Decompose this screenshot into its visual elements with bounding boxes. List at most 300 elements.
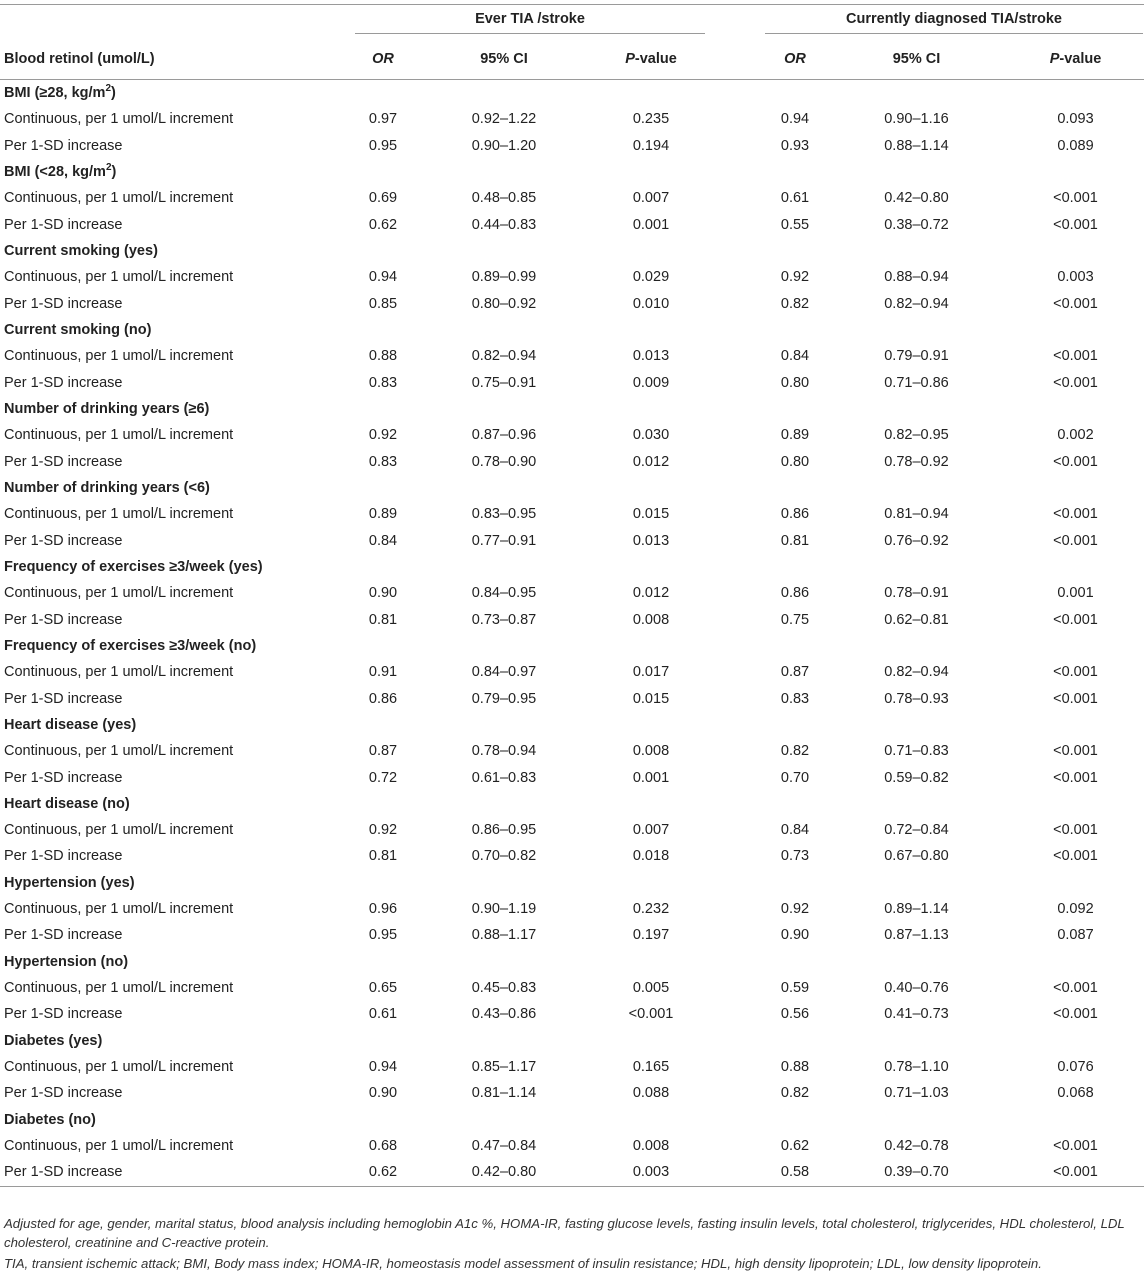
section-title-superscript: 2: [105, 83, 111, 95]
section-header-row: [0, 949, 1144, 975]
col-head-retinol: Blood retinol (umol/L): [0, 39, 352, 80]
current-ci-cell: 0.78–0.92: [884, 453, 949, 470]
ever-or-cell: 0.97: [368, 111, 398, 128]
ever-ci-cell: 0.92–1.22: [471, 111, 537, 128]
table-row: [0, 896, 1144, 922]
section-title: [0, 238, 1144, 264]
section-title-text: Hypertension (yes): [4, 874, 135, 891]
ever-ci-cell: 0.73–0.87: [471, 611, 537, 628]
table-row: [0, 291, 1144, 317]
group-header-current: [764, 5, 1144, 39]
gap-cell: [708, 1080, 764, 1106]
current-or-cell: 0.75: [780, 611, 810, 628]
row-label: Per 1-SD increase: [4, 1006, 123, 1023]
ever-ci-cell: 0.82–0.94: [471, 348, 537, 365]
current-ci-cell: 0.78–0.93: [884, 690, 949, 707]
row-label: Per 1-SD increase: [4, 1085, 123, 1102]
ever-or-cell: 0.94: [368, 1059, 398, 1075]
section-header-row: [0, 1107, 1144, 1133]
section-title-text: Hypertension (no): [4, 953, 129, 970]
ever-ci-cell: 0.88–1.17: [471, 927, 537, 944]
row-label: Continuous, per 1 umol/L increment: [4, 190, 234, 207]
row-label: Continuous, per 1 umol/L increment: [4, 901, 234, 918]
ever-p-cell: 0.009: [632, 374, 670, 391]
current-p-cell: <0.001: [1053, 980, 1098, 997]
row-label: Continuous, per 1 umol/L increment: [4, 1137, 234, 1154]
ever-or-cell: 0.62: [352, 1159, 414, 1186]
table-row: [0, 922, 1144, 948]
current-or-cell: 0.70: [780, 769, 810, 786]
row-label: Continuous, per 1 umol/L increment: [4, 664, 234, 681]
ever-p-cell: 0.018: [632, 848, 670, 865]
section-title: [0, 633, 1144, 659]
table-row: [0, 659, 1144, 685]
col-head-ci-1: 95% CI: [414, 39, 594, 80]
section-title-text: Number of drinking years (≥6): [4, 400, 210, 417]
gap-cell: [708, 501, 764, 527]
current-p-cell: <0.001: [1053, 190, 1098, 207]
section-header-row: [0, 633, 1144, 659]
ever-ci-cell: 0.43–0.86: [471, 1006, 537, 1023]
section-title: [0, 475, 1144, 501]
current-or-cell: 0.82: [780, 743, 810, 760]
row-label: Per 1-SD increase: [4, 295, 123, 312]
table-row: [0, 343, 1144, 369]
row-label: Per 1-SD increase: [4, 137, 123, 154]
ever-or-cell: 0.69: [368, 190, 398, 207]
ever-p-cell: 0.015: [632, 690, 670, 707]
ever-ci-cell: 0.70–0.82: [471, 848, 537, 865]
current-ci-cell: 0.59–0.82: [884, 769, 949, 786]
current-or-cell: 0.62: [780, 1137, 810, 1154]
table-row: [0, 264, 1144, 290]
ever-or-cell: 0.68: [368, 1137, 398, 1154]
current-ci-cell: 0.41–0.73: [884, 1006, 949, 1023]
ever-p-cell: 0.012: [632, 585, 670, 602]
ever-ci-cell: 0.48–0.85: [471, 190, 537, 207]
ever-or-cell: 0.81: [368, 611, 398, 628]
row-label: Continuous, per 1 umol/L increment: [4, 506, 234, 523]
section-title-text: BMI (<28, kg/m: [4, 164, 106, 181]
gap-cell: [708, 1159, 764, 1186]
section-title-text: Number of drinking years (<6): [4, 479, 210, 496]
current-ci-cell: 0.71–0.86: [884, 374, 949, 391]
ever-ci-cell: 0.85–1.17: [471, 1059, 537, 1075]
ever-ci-cell: 0.61–0.83: [471, 769, 537, 786]
gap-cell: [708, 738, 764, 764]
current-or-cell: 0.82: [780, 295, 810, 312]
current-or-cell: 0.90: [780, 927, 810, 944]
ever-or-cell: 0.92: [368, 822, 398, 839]
row-label: Per 1-SD increase: [4, 769, 123, 786]
current-p-cell: <0.001: [1007, 1159, 1144, 1186]
current-p-cell: <0.001: [1053, 295, 1098, 312]
section-title: [0, 317, 1144, 343]
ever-p-cell: 0.029: [632, 269, 670, 286]
ever-ci-cell: 0.79–0.95: [471, 690, 537, 707]
current-or-cell: 0.82: [780, 1085, 810, 1102]
current-or-cell: 0.86: [780, 585, 810, 602]
gap-cell: [708, 580, 764, 606]
current-p-cell: <0.001: [1053, 453, 1098, 470]
table-row: [0, 185, 1144, 211]
ever-or-cell: 0.86: [368, 690, 398, 707]
current-p-cell: 0.002: [1057, 427, 1094, 444]
ever-or-cell: 0.84: [368, 532, 398, 549]
section-header-row: [0, 159, 1144, 185]
ever-p-cell: 0.008: [632, 611, 670, 628]
current-p-cell: 0.003: [1057, 269, 1094, 286]
ever-ci-cell: 0.87–0.96: [471, 427, 537, 444]
ever-ci-cell: 0.90–1.19: [471, 901, 537, 918]
row-label: Per 1-SD increase: [4, 374, 123, 391]
table-row: [0, 817, 1144, 843]
ever-ci-cell: 0.89–0.99: [471, 269, 537, 286]
current-p-cell: <0.001: [1053, 216, 1098, 233]
table-row: [0, 133, 1144, 159]
current-ci-cell: 0.82–0.95: [884, 427, 949, 444]
current-or-cell: 0.89: [780, 427, 810, 444]
current-ci-cell: 0.89–1.14: [884, 901, 949, 918]
gap-cell: [708, 1054, 764, 1080]
ever-p-cell: 0.232: [632, 901, 670, 918]
section-title: [0, 1107, 1144, 1133]
section-title: [0, 791, 1144, 817]
col-head-ci-2: 95% CI: [826, 39, 1007, 80]
current-ci-cell: 0.76–0.92: [884, 532, 949, 549]
ever-p-cell: 0.013: [632, 532, 670, 549]
ever-p-cell: 0.001: [632, 216, 670, 233]
table-row: [0, 1159, 1144, 1186]
ever-or-cell: 0.89: [368, 506, 398, 523]
gap-cell: [708, 922, 764, 948]
ever-or-cell: 0.90: [368, 1085, 398, 1102]
section-title-text: Heart disease (yes): [4, 716, 137, 733]
row-label: Per 1-SD increase: [4, 216, 123, 233]
section-header-row: [0, 791, 1144, 817]
section-header-row: [0, 1028, 1144, 1054]
ever-p-cell: 0.007: [632, 822, 670, 839]
col-head-or-2: OR: [764, 39, 826, 80]
table-row: [0, 1001, 1144, 1027]
current-or-cell: 0.55: [780, 216, 810, 233]
ever-or-cell: 0.85: [368, 295, 398, 312]
ever-or-cell: 0.62: [368, 216, 398, 233]
ever-ci-cell: 0.83–0.95: [471, 506, 537, 523]
gap-cell: [708, 369, 764, 395]
row-label: Continuous, per 1 umol/L increment: [4, 822, 234, 839]
table-row: [0, 685, 1144, 711]
table-row: [0, 448, 1144, 474]
footnote-adjusted: Adjusted for age, gender, marital status, blood analysis including hemoglobin A1c %, HOMA-IR, fasting glucose levels, fasting insulin levels, total cholesterol, triglycerides, HDL cholesterol, LDL cholesterol, creatinine and C-reactive protein.: [4, 1216, 1125, 1250]
section-header-row: [0, 554, 1144, 580]
table-row: [0, 738, 1144, 764]
current-p-cell: <0.001: [1053, 1137, 1098, 1154]
gap-cell: [708, 659, 764, 685]
ever-ci-cell: 0.47–0.84: [471, 1137, 537, 1154]
ever-or-cell: 0.87: [368, 743, 398, 760]
gap-cell: [708, 1001, 764, 1027]
ever-p-cell: 0.008: [632, 743, 670, 760]
ever-ci-cell: 0.77–0.91: [471, 532, 537, 549]
ever-ci-cell: 0.78–0.90: [471, 453, 537, 470]
p-italic: P: [625, 51, 635, 67]
ever-p-cell: 0.001: [632, 769, 670, 786]
section-title-suffix: ): [111, 164, 117, 181]
row-label: Continuous, per 1 umol/L increment: [4, 743, 234, 760]
table-row: [0, 975, 1144, 1001]
ever-p-cell: 0.197: [632, 927, 670, 944]
section-title: [0, 949, 1144, 975]
row-label: Per 1-SD increase: [4, 532, 123, 549]
ever-p-cell: 0.194: [632, 137, 670, 154]
ever-ci-cell: 0.44–0.83: [471, 216, 537, 233]
ever-p-cell: 0.010: [632, 295, 670, 312]
gap-cell: [708, 1133, 764, 1159]
current-ci-cell: 0.82–0.94: [884, 295, 949, 312]
ever-p-cell: 0.007: [632, 190, 670, 207]
section-title: [0, 554, 1144, 580]
row-label: Continuous, per 1 umol/L increment: [4, 269, 234, 286]
column-header-row: [0, 39, 1144, 80]
row-label: Continuous, per 1 umol/L increment: [4, 348, 234, 365]
section-header-row: [0, 712, 1144, 738]
table-row: [0, 212, 1144, 238]
current-p-cell: <0.001: [1053, 848, 1098, 865]
current-ci-cell: 0.72–0.84: [884, 822, 949, 839]
gap-cell: [708, 291, 764, 317]
current-p-cell: <0.001: [1053, 374, 1098, 391]
section-title-text: Heart disease (no): [4, 795, 130, 812]
current-or-cell: 0.58: [764, 1159, 826, 1186]
section-header-row: [0, 396, 1144, 422]
row-label: Per 1-SD increase: [4, 611, 123, 628]
current-or-cell: 0.61: [780, 190, 810, 207]
row-label: Continuous, per 1 umol/L increment: [4, 427, 234, 444]
current-or-cell: 0.56: [780, 1006, 810, 1023]
table-row: [0, 369, 1144, 395]
ever-p-cell: 0.017: [632, 664, 670, 681]
table-row: [0, 501, 1144, 527]
current-p-cell: <0.001: [1053, 690, 1098, 707]
gap-cell: [708, 422, 764, 448]
ever-p-cell: 0.165: [632, 1059, 670, 1075]
current-ci-cell: 0.42–0.80: [884, 190, 949, 207]
ever-p-cell: 0.012: [632, 453, 670, 470]
footnote-abbreviations: TIA, transient ischemic attack; BMI, Body mass index; HOMA-IR, homeostasis model assessment of insulin resistance; HDL, high density lipoprotein; LDL, low density lipoprotein.: [4, 1256, 1042, 1271]
gap-cell: [708, 343, 764, 369]
table-row: [0, 1080, 1144, 1106]
ever-or-cell: 0.61: [368, 1006, 398, 1023]
col-head-or-1: OR: [352, 39, 414, 80]
table-row: [0, 764, 1144, 790]
ever-ci-cell: 0.75–0.91: [471, 374, 537, 391]
results-table: [0, 4, 1144, 1187]
p-rest: -value: [634, 51, 677, 67]
current-p-cell: <0.001: [1053, 532, 1098, 549]
ever-or-cell: 0.91: [368, 664, 398, 681]
section-title: [0, 712, 1144, 738]
current-or-cell: 0.92: [780, 269, 810, 286]
current-ci-cell: 0.78–1.10: [884, 1059, 949, 1075]
row-label: Continuous, per 1 umol/L increment: [4, 980, 234, 997]
section-title-suffix: ): [111, 85, 116, 102]
current-p-cell: <0.001: [1053, 769, 1098, 786]
current-or-cell: 0.80: [780, 374, 810, 391]
current-or-cell: 0.93: [780, 137, 810, 154]
current-p-cell: <0.001: [1053, 1006, 1098, 1023]
current-or-cell: 0.83: [780, 690, 810, 707]
table-row: [0, 106, 1144, 132]
section-header-row: [0, 238, 1144, 264]
table-row: [0, 1133, 1144, 1159]
current-ci-cell: 0.42–0.78: [884, 1137, 949, 1154]
col-head-p-1: [594, 39, 708, 80]
current-ci-cell: 0.62–0.81: [884, 611, 949, 628]
section-title: [0, 159, 1144, 185]
gap-cell: [708, 527, 764, 553]
ever-or-cell: 0.90: [368, 585, 398, 602]
ever-or-cell: 0.96: [368, 901, 398, 918]
gap-cell: [708, 843, 764, 869]
section-title: [0, 80, 1144, 107]
current-ci-cell: 0.88–1.14: [884, 137, 949, 154]
ever-or-cell: 0.72: [368, 769, 398, 786]
section-title-text: Diabetes (yes): [4, 1032, 103, 1049]
ever-ci-cell: 0.80–0.92: [471, 295, 537, 312]
table-body: [0, 5, 1144, 1187]
ever-p-cell: 0.008: [632, 1137, 670, 1154]
current-or-cell: 0.86: [780, 506, 810, 523]
ever-ci-cell: 0.81–1.14: [471, 1085, 537, 1102]
ever-p-cell: 0.013: [632, 348, 670, 365]
ever-ci-cell: 0.42–0.80: [414, 1159, 594, 1186]
current-p-cell: 0.076: [1057, 1059, 1094, 1075]
ever-ci-cell: 0.84–0.97: [471, 664, 537, 681]
ever-or-cell: 0.81: [368, 848, 398, 865]
row-label: Per 1-SD increase: [4, 453, 123, 470]
p-rest: -value: [1059, 51, 1102, 67]
gap-cell: [708, 606, 764, 632]
table-row: [0, 527, 1144, 553]
current-or-cell: 0.87: [780, 664, 810, 681]
current-p-cell: <0.001: [1053, 348, 1098, 365]
table-row: [0, 606, 1144, 632]
current-p-cell: <0.001: [1053, 822, 1098, 839]
ever-ci-cell: 0.78–0.94: [471, 743, 537, 760]
ever-ci-cell: 0.84–0.95: [471, 585, 537, 602]
ever-or-cell: 0.65: [368, 980, 398, 997]
current-or-cell: 0.92: [780, 901, 810, 918]
current-or-cell: 0.80: [780, 453, 810, 470]
section-title-superscript: 2: [105, 162, 112, 174]
section-title-text: Frequency of exercises ≥3/week (yes): [4, 558, 263, 575]
section-title: [0, 396, 1144, 422]
col-head-p-2: [1007, 39, 1144, 80]
table-row: [0, 843, 1144, 869]
section-title-text: Current smoking (yes): [4, 243, 158, 260]
section-title-text: Current smoking (no): [4, 322, 152, 338]
current-p-cell: <0.001: [1053, 664, 1098, 681]
current-or-cell: 0.94: [780, 111, 810, 128]
current-ci-cell: 0.71–1.03: [884, 1085, 949, 1102]
ever-or-cell: 0.95: [368, 927, 398, 944]
current-p-cell: <0.001: [1053, 743, 1098, 760]
section-title-text: Frequency of exercises ≥3/week (no): [4, 637, 257, 654]
current-ci-cell: 0.82–0.94: [884, 664, 949, 681]
section-title-text: Diabetes (no): [4, 1111, 96, 1128]
section-title-text: BMI (≥28, kg/m: [4, 85, 106, 102]
ever-or-cell: 0.83: [368, 453, 398, 470]
gap-cell: [708, 448, 764, 474]
current-p-cell: 0.092: [1057, 901, 1094, 918]
gap-cell: [708, 106, 764, 132]
ever-or-cell: 0.92: [368, 427, 398, 444]
row-label: Continuous, per 1 umol/L increment: [4, 585, 234, 602]
gap-cell: [708, 212, 764, 238]
row-label: Per 1-SD increase: [4, 690, 123, 707]
table-row: [0, 1054, 1144, 1080]
current-ci-cell: 0.79–0.91: [884, 348, 949, 365]
current-p-cell: <0.001: [1053, 611, 1098, 628]
ever-p-cell: 0.015: [632, 506, 670, 523]
table-row: [0, 580, 1144, 606]
current-or-cell: 0.73: [780, 848, 810, 865]
ever-ci-cell: 0.86–0.95: [471, 822, 537, 839]
current-or-cell: 0.84: [780, 348, 810, 365]
current-p-cell: <0.001: [1053, 506, 1098, 523]
ever-p-cell: <0.001: [628, 1006, 674, 1023]
row-label: Continuous, per 1 umol/L increment: [4, 1059, 234, 1075]
gap-cell: [708, 975, 764, 1001]
current-ci-cell: 0.78–0.91: [884, 585, 949, 602]
gap-cell: [708, 133, 764, 159]
gap-cell: [708, 264, 764, 290]
ever-p-cell: 0.005: [632, 980, 670, 997]
group-header-ever-text: Ever TIA /stroke: [355, 11, 705, 34]
gap-cell: [708, 764, 764, 790]
row-label: Per 1-SD increase: [4, 927, 123, 944]
section-header-row: [0, 870, 1144, 896]
row-label: Continuous, per 1 umol/L increment: [4, 111, 234, 128]
group-header-row: [0, 5, 1144, 39]
current-ci-cell: 0.39–0.70: [826, 1159, 1007, 1186]
current-p-cell: 0.087: [1057, 927, 1094, 944]
current-p-cell: 0.093: [1057, 111, 1094, 128]
section-header-row: [0, 80, 1144, 107]
current-ci-cell: 0.87–1.13: [884, 927, 949, 944]
current-or-cell: 0.59: [780, 980, 810, 997]
current-p-cell: 0.001: [1057, 585, 1094, 602]
gap-cell: [708, 817, 764, 843]
row-label: Per 1-SD increase: [0, 1159, 352, 1186]
ever-ci-cell: 0.45–0.83: [471, 980, 537, 997]
current-ci-cell: 0.71–0.83: [884, 743, 949, 760]
current-ci-cell: 0.90–1.16: [884, 111, 949, 128]
ever-or-cell: 0.94: [368, 269, 398, 286]
table-row: [0, 422, 1144, 448]
current-or-cell: 0.81: [780, 532, 810, 549]
ever-ci-cell: 0.90–1.20: [471, 137, 537, 154]
current-ci-cell: 0.81–0.94: [884, 506, 949, 523]
gap-cell: [708, 685, 764, 711]
section-title: [0, 870, 1144, 896]
ever-p-cell: 0.030: [632, 427, 670, 444]
group-header-current-text: Currently diagnosed TIA/stroke: [765, 11, 1143, 34]
ever-or-cell: 0.88: [368, 348, 398, 365]
ever-p-cell: 0.088: [632, 1085, 670, 1102]
p-italic: P: [1049, 51, 1060, 67]
